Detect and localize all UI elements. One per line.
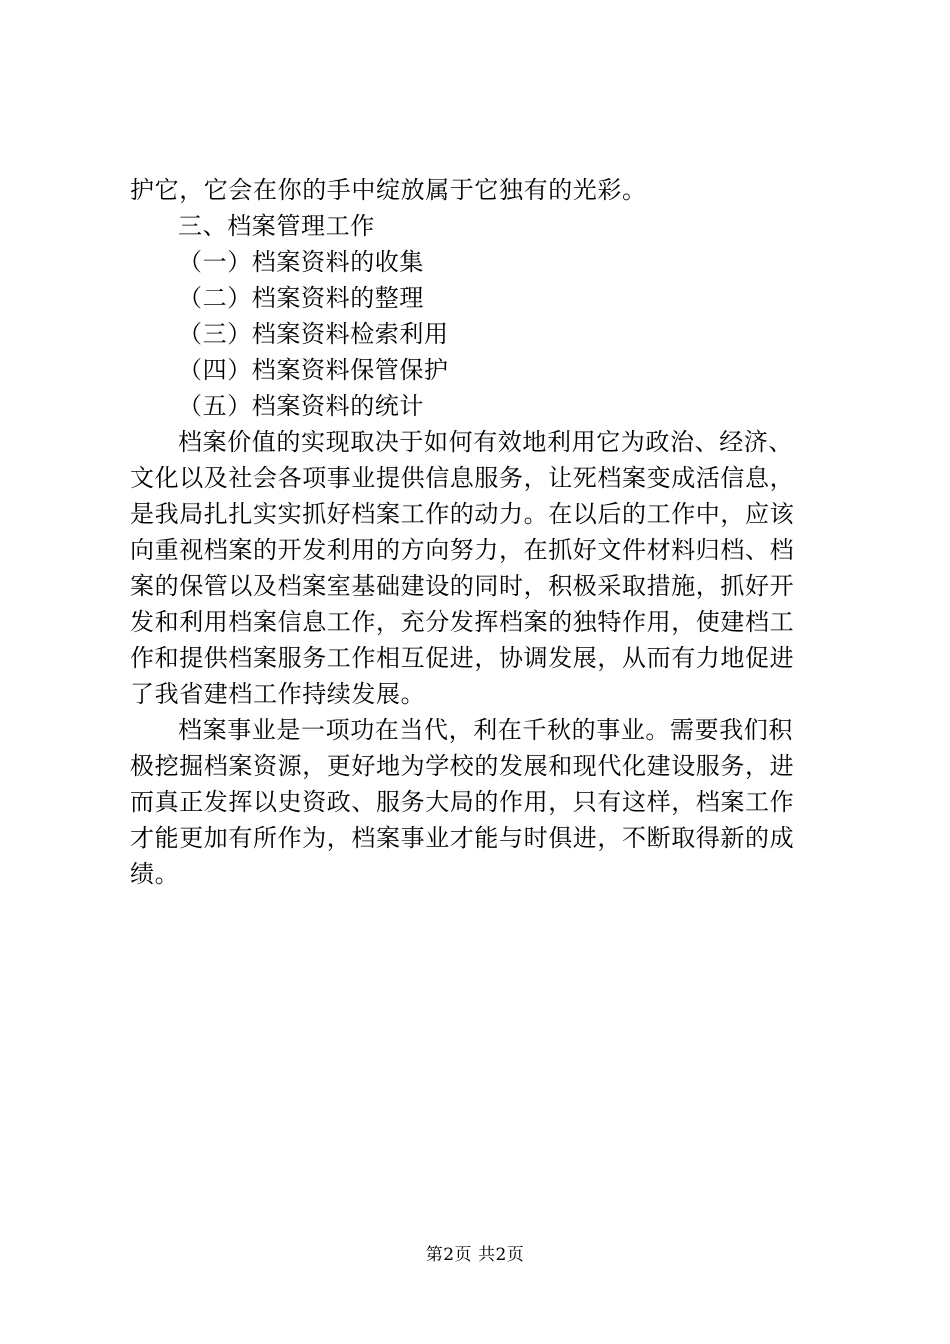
- subsection-item: （三）档案资料检索利用: [178, 320, 449, 348]
- paragraph-line: 是我局扎扎实实抓好档案工作的动力。在以后的工作中，应该: [130, 500, 795, 528]
- paragraph-line: 发和利用档案信息工作，充分发挥档案的独特作用，使建档工: [130, 608, 795, 636]
- paragraph-line: 档案事业是一项功在当代，利在千秋的事业。需要我们积: [178, 716, 793, 744]
- paragraph-line: 极挖掘档案资源，更好地为学校的发展和现代化建设服务，进: [130, 752, 795, 780]
- paragraph-line: 文化以及社会各项事业提供信息服务，让死档案变成活信息，: [130, 464, 795, 492]
- subsection-item: （四）档案资料保管保护: [178, 356, 449, 384]
- subsection-item: （二）档案资料的整理: [178, 284, 424, 312]
- paragraph-line: 绩。: [130, 860, 180, 888]
- section-heading: 三、档案管理工作: [178, 212, 375, 240]
- document-body: [130, 172, 830, 892]
- paragraph-line: 而真正发挥以史资政、服务大局的作用，只有这样，档案工作: [130, 788, 795, 816]
- paragraph-line: 了我省建档工作持续发展。: [130, 680, 426, 708]
- paragraph-line: 档案价值的实现取决于如何有效地利用它为政治、经济、: [178, 428, 793, 456]
- paragraph-line: 才能更加有所作为，档案事业才能与时俱进，不断取得新的成: [130, 824, 795, 852]
- paragraph-line: 作和提供档案服务工作相互促进，协调发展，从而有力地促进: [130, 644, 795, 672]
- text-line: 护它，它会在你的手中绽放属于它独有的光彩。: [130, 176, 647, 204]
- page-number-footer: 第2页 共2页: [425, 1245, 525, 1265]
- paragraph-line: 案的保管以及档案室基础建设的同时，积极采取措施，抓好开: [130, 572, 795, 600]
- subsection-item: （一）档案资料的收集: [178, 248, 424, 276]
- paragraph-line: 向重视档案的开发利用的方向努力，在抓好文件材料归档、档: [130, 536, 795, 564]
- subsection-item: （五）档案资料的统计: [178, 392, 424, 420]
